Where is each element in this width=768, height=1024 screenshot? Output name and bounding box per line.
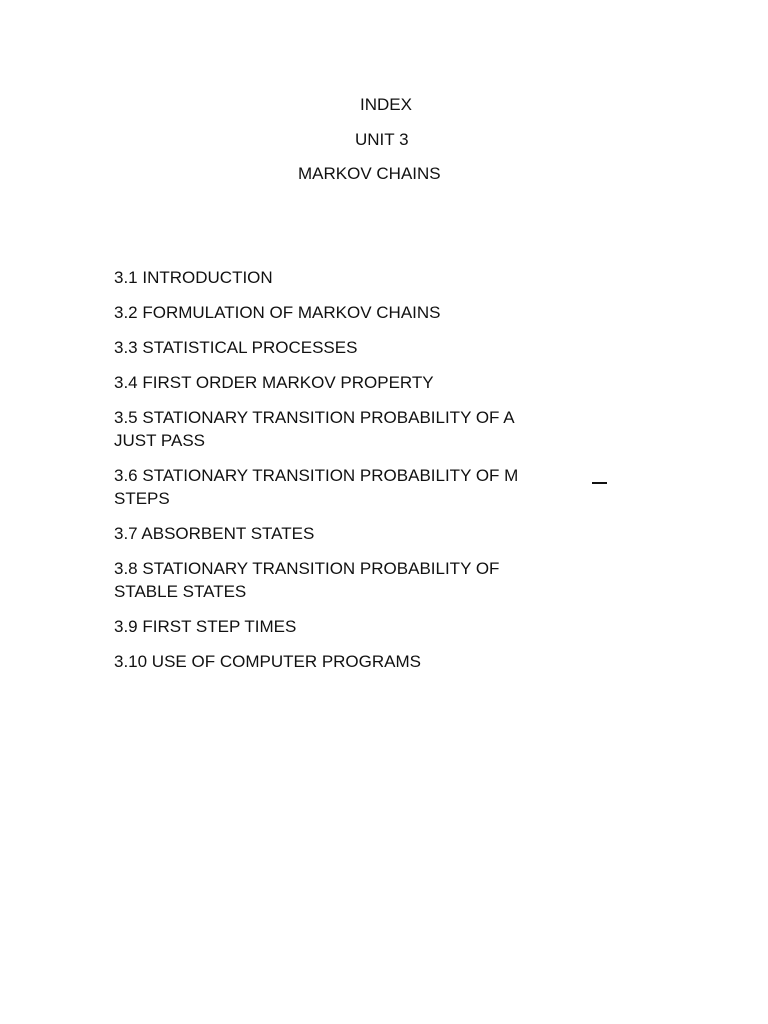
toc-item: 3.4 FIRST ORDER MARKOV PROPERTY [114, 373, 434, 392]
page-title: MARKOV CHAINS [298, 164, 441, 183]
table-of-contents [114, 266, 534, 685]
toc-item: 3.5 STATIONARY TRANSITION PROBABILITY OF A JUST PASS [114, 408, 514, 450]
toc-item: 3.8 STATIONARY TRANSITION PROBABILITY OF STABLE STATES [114, 559, 500, 601]
unit-heading: UNIT 3 [355, 130, 409, 149]
toc-item: 3.2 FORMULATION OF MARKOV CHAINS [114, 303, 441, 322]
toc-item: 3.6 STATIONARY TRANSITION PROBABILITY OF M STEPS [114, 466, 519, 508]
dash-mark [592, 482, 607, 484]
toc-item: 3.1 INTRODUCTION [114, 268, 273, 287]
toc-item: 3.10 USE OF COMPUTER PROGRAMS [114, 652, 421, 671]
index-heading: INDEX [360, 95, 412, 114]
toc-item: 3.7 ABSORBENT STATES [114, 524, 315, 543]
toc-item: 3.3 STATISTICAL PROCESSES [114, 338, 358, 357]
toc-item: 3.9 FIRST STEP TIMES [114, 617, 297, 636]
